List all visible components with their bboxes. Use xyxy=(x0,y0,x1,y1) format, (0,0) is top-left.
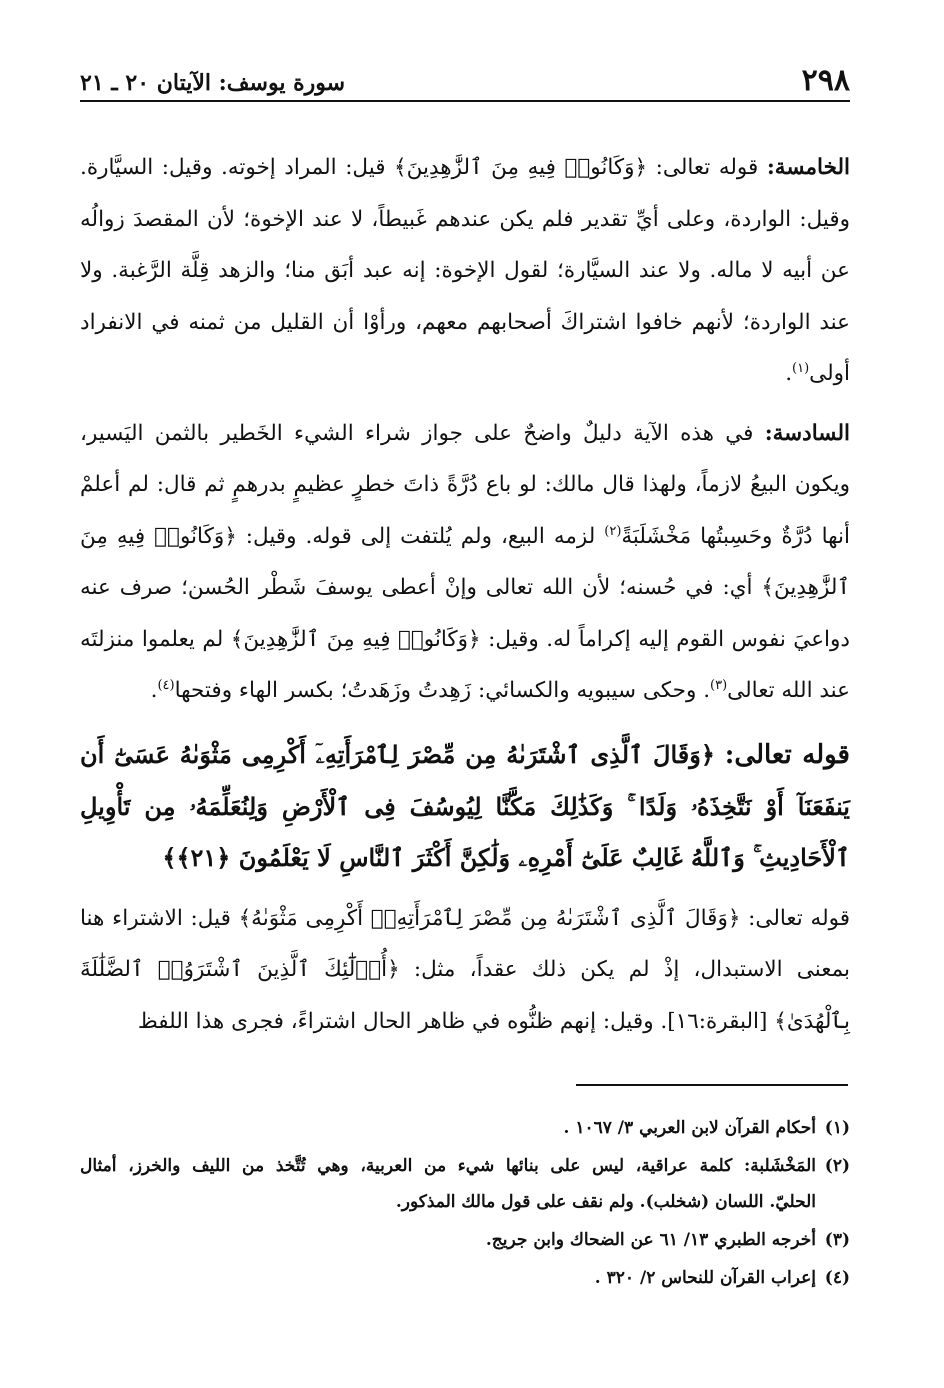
footnote-number: (٤) xyxy=(824,1268,850,1288)
paragraph-text: . وحكى سيبويه والكسائي: زَهِدتُ وزَهَدتُ؛ بكسر الهاء وفتحها xyxy=(174,678,711,703)
running-head: سورة يوسف: الآيتان ٢٠ ـ ٢١ xyxy=(80,70,346,96)
footnote-ref[interactable]: (٤) xyxy=(157,677,175,693)
footnotes xyxy=(80,1110,850,1298)
main-text xyxy=(80,142,850,1047)
footnote-text: المَخْشَلبة: كلمة عراقية، ليس على بنائها شيء من العربية، وهي تُتَّخذ من الليف والخرز، أمثال xyxy=(80,1156,816,1176)
page-header xyxy=(80,58,850,98)
footnote-number: (٣) xyxy=(824,1230,850,1250)
paragraph-text: قوله تعالى: ﴿وَكَانُوا۟ فِيهِ مِنَ ٱلزَّٰهِدِينَ﴾ قيل: المراد إخوته. وقيل: السيَّارة. وقيل: الواردة، وعلى أيِّ تقدير فلم يكن عندهم غَبيطاً، لا عند الإخوة؛ لأن المقصدَ زوالُه عن أبيه لا ماله. ولا عند السيَّارة؛ لقول الإخوة: إنه عبد أبَق منا؛ والزهد قِلَّة الرَّغبة. ولا عند الواردة؛ لأنهم خافوا اشتراكَ أصحابهم معهم، ورأوْا أن القليل من ثمنه في الانفراد أولى xyxy=(80,155,850,386)
footnote-2 xyxy=(80,1148,850,1220)
footnote-1 xyxy=(80,1110,850,1146)
footnote-text: أخرجه الطبري ١٣/ ٦١ عن الضحاك وابن جريج. xyxy=(485,1230,816,1250)
paragraph-label: السادسة: xyxy=(764,420,850,446)
footnote-ref[interactable]: (٣) xyxy=(710,677,728,693)
quran-verse-block xyxy=(80,729,850,883)
paragraph-sixth xyxy=(80,408,850,717)
footnote-ref[interactable]: (١) xyxy=(792,360,810,376)
paragraph-commentary: قوله تعالى: ﴿وَقَالَ ٱلَّذِى ٱشْتَرَىٰهُ مِن مِّصْرَ لِٱمْرَأَتِهِۦٓ أَكْرِمِى مَثْوَىٰهُ﴾ قيل: الاشتراء هنا بمعنى الاستبدال، إذْ لم يكن ذلك عقداً، مثل: ﴿أُو۟لَٰٓئِكَ ٱلَّذِينَ ٱشْتَرَوُا۟ ٱلضَّلَٰلَةَ بِٱلْهُدَىٰ﴾ [البقرة:١٦]. وقيل: إنهم ظنُّوه في ظاهر الحال اشتراءً، فجرى هذا اللفظ xyxy=(80,905,850,1034)
paragraph-text: لزمه البيع، ولم يُلتفت إلى قوله. وقيل: ﴿وَكَانُوا۟ فِيهِ مِنَ ٱلزَّٰهِدِينَ﴾ أي: في حُسنه؛ لأن الله تعالى وإنْ أعطى يوسفَ شَطْر الحُسن؛ صرف عنه دواعيَ نفوس القوم إليه إكراماً له. وقيل: ﴿وَكَانُوا۟ فِيهِ مِنَ ٱلزَّٰهِدِينَ﴾ لم يعلموا منزلتَه عند الله تعالى xyxy=(80,523,850,703)
verse-text: ﴿وَقَالَ ٱلَّذِى ٱشْتَرَىٰهُ مِن مِّصْرَ لِٱمْرَأَتِهِۦٓ أَكْرِمِى مَثْوَىٰهُ عَسَىٰٓ أَن يَنفَعَنَآ أَوْ نَتَّخِذَهُۥ وَلَدًا ۚ وَكَذَٰلِكَ مَكَّنَّا لِيُوسُفَ فِى ٱلْأَرْضِ وَلِنُعَلِّمَهُۥ مِن تَأْوِيلِ ٱلْأَحَادِيثِ ۚ وَٱللَّهُ غَالِبٌ عَلَىٰٓ أَمْرِهِۦ وَلَٰكِنَّ أَكْثَرَ ٱلنَّاسِ لَا يَعْلَمُونَ ﴿٢١﴾﴾ xyxy=(80,739,850,872)
footnote-rule xyxy=(576,1084,848,1086)
footnote-4 xyxy=(80,1260,850,1296)
paragraph-fifth xyxy=(80,142,850,400)
paragraph-label: الخامسة: xyxy=(766,155,850,180)
paragraph-text: . xyxy=(150,678,158,703)
verse-lead: قوله تعالى: xyxy=(724,739,850,770)
footnote-3 xyxy=(80,1222,850,1258)
footnote-text-continued: الحليّ. اللسان (شخلب). ولم نقف على قول مالك المذكور. xyxy=(395,1192,816,1212)
paragraph-text: في هذه الآية دليلٌ واضحٌ على جواز شراء الشيء الخَطير بالثمن اليَسير، ويكون البيعُ لازماً، ولهذا قال مالك: لو باع دُرَّةً ذاتَ خطرٍ عظيمٍ بدرهمٍ ثم قال: لم أعلمْ أنها دُرَّةٌ وحَسِبتُها مَخْشَلَبَةً xyxy=(80,420,850,549)
footnote-number: (٢) xyxy=(824,1156,850,1176)
footnote-number: (١) xyxy=(824,1118,850,1138)
paragraph-text: . xyxy=(785,361,793,386)
page-number: ٢٩٨ xyxy=(801,63,850,98)
footnote-text: إعراب القرآن للنحاس ٢/ ٣٢٠ . xyxy=(594,1268,816,1288)
header-rule xyxy=(80,100,850,102)
footnote-text: أحكام القرآن لابن العربي ٣/ ١٠٦٧ . xyxy=(563,1118,816,1138)
footnote-ref[interactable]: (٢) xyxy=(604,523,622,539)
